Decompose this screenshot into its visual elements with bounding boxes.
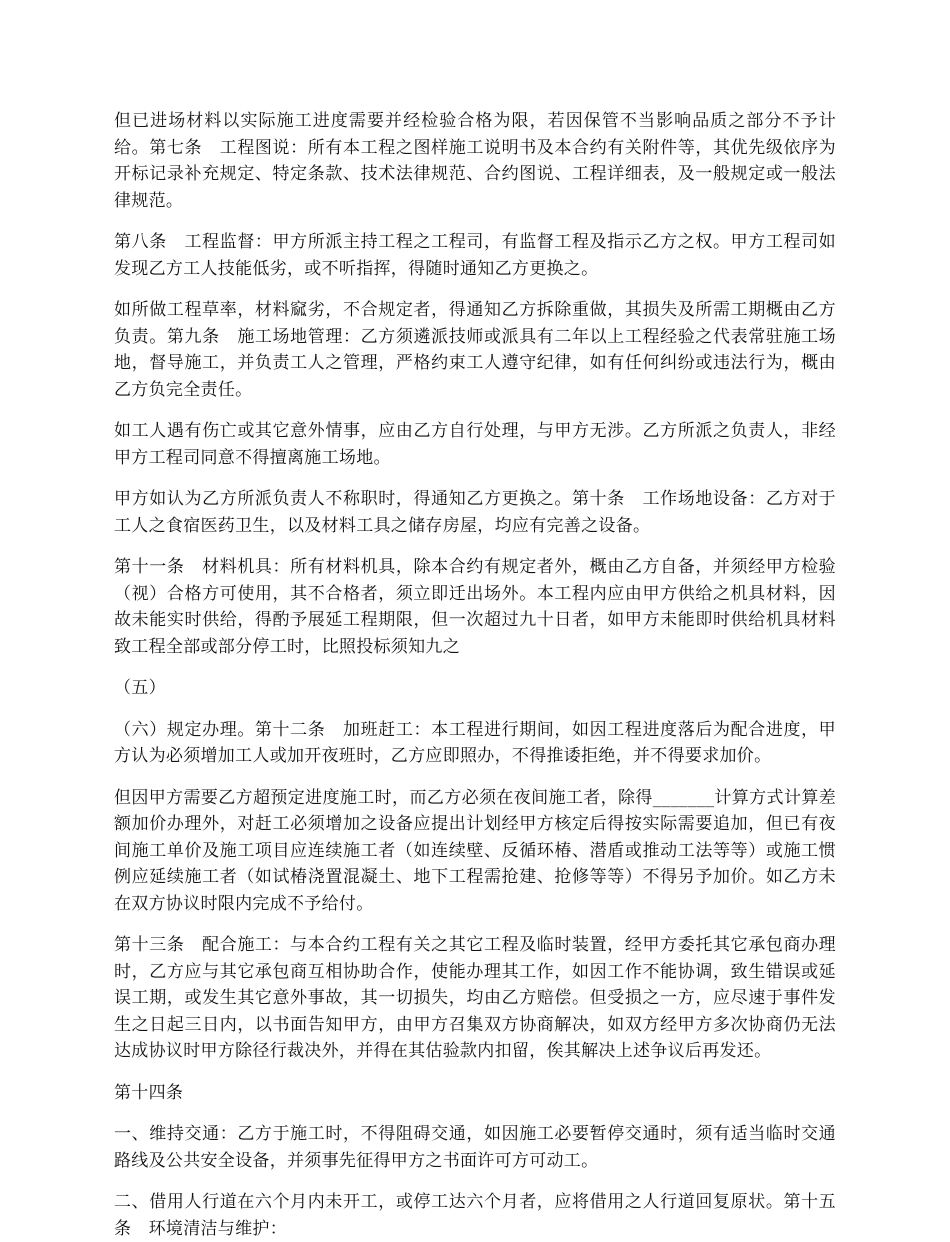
paragraph-article-8: 第八条 工程监督：甲方所派主持工程之工程司，有监督工程及指示乙方之权。甲方工程司如发现乙方工人技能低劣，或不听指挥，得随时通知乙方更换之。 (114, 232, 836, 279)
paragraph-article-13: 第十三条 配合施工：与本合约工程有关之其它工程及临时装置，经甲方委托其它承包商办理时，乙方应与其它承包商互相协助合作，使能办理其工作，如因工作不能协调，致生错误或延误工期，或发生其它意外事故，其一切损失，均由乙方赔偿。但受损之一方，应尽速于事件发生之日起三日内，以书面告知甲方，由甲方召集双方协商解决，如双方经甲方多次协商仍无法达成协议时甲方除径行裁决外，并得在其估验款内扣留，俟其解决上述争议后再发还。 (114, 935, 836, 1061)
paragraph-article-10: 甲方如认为乙方所派负责人不称职时，得通知乙方更换之。第十条 工作场地设备：乙方对于工人之食宿医药卫生，以及材料工具之储存房屋，均应有完善之设备。 (114, 489, 836, 536)
paragraph-traffic: 一、维持交通：乙方于施工时，不得阻碍交通，如因施工必要暂停交通时，须有适当临时交通路线及公共安全设备，并须事先征得甲方之书面许可方可动工。 (114, 1124, 836, 1171)
paragraph-worker-accident: 如工人遇有伤亡或其它意外情事，应由乙方自行处理，与甲方无涉。乙方所派之负责人，非经甲方工程司同意不得擅离施工场地。 (114, 421, 836, 468)
paragraph-article-12: （六）规定办理。第十二条 加班赶工：本工程进行期间，如因工程进度落后为配合进度，甲方认为必须增加工人或加开夜班时，乙方应即照办，不得推诿拒绝，并不得要求加价。 (114, 719, 836, 766)
paragraph-sidewalk: 二、借用人行道在六个月内未开工，或停工达六个月者，应将借用之人行道回复原状。第十五条 环境清洁与维护： (114, 1192, 836, 1239)
paragraph-overtime-pricing: 但因甲方需要乙方超预定进度施工时，而乙方必须在夜间施工者，除得_______计算方式计算差额加价办理外，对赶工必须增加之设备应提出计划经甲方核定后得按实际需要追加，但已有夜间施工单价及施工项目应连续施工者（如连续壁、反循环椿、潜盾或推动工法等等）或施工惯例应延续施工者（如试椿浇置混凝土、地下工程需抢建、抢修等等）不得另予加价。如乙方未在双方协议时限内完成不予给付。 (114, 787, 836, 914)
paragraph-article-11: 第十一条 材料机具：所有材料机具，除本合约有规定者外，概由乙方自备，并须经甲方检验（视）合格方可使用，其不合格者，须立即迁出场外。本工程内应由甲方供给之机具材料，因故未能实时供给，得酌予展延工程期限，但一次超过九十日者，如甲方未能即时供给机具材料致工程全部或部分停工时，比照投标须知九之 (114, 557, 836, 657)
paragraph-article-14-heading: 第十四条 (114, 1082, 184, 1103)
paragraph-item-5: （五） (114, 678, 166, 698)
paragraph-article-9: 如所做工程草率，材料窳劣，不合规定者，得通知乙方拆除重做，其损失及所需工期概由乙方负责。第九条 施工场地管理：乙方须遴派技师或派具有二年以上工程经验之代表常驻施工场地，督导施工，并负责工人之管理，严格约束工人遵守纪律，如有任何纠纷或违法行为，概由乙方负完全责任。 (114, 300, 836, 400)
paragraph-article-7: 但已进场材料以实际施工进度需要并经检验合格为限，若因保管不当影响品质之部分不予计给。第七条 工程图说：所有本工程之图样施工说明书及本合约有关附件等，其优先级依序为开标记录补充规定、特定条款、技术法律规范、合约图说、工程详细表，及一般规定或一般法律规范。 (114, 111, 836, 211)
